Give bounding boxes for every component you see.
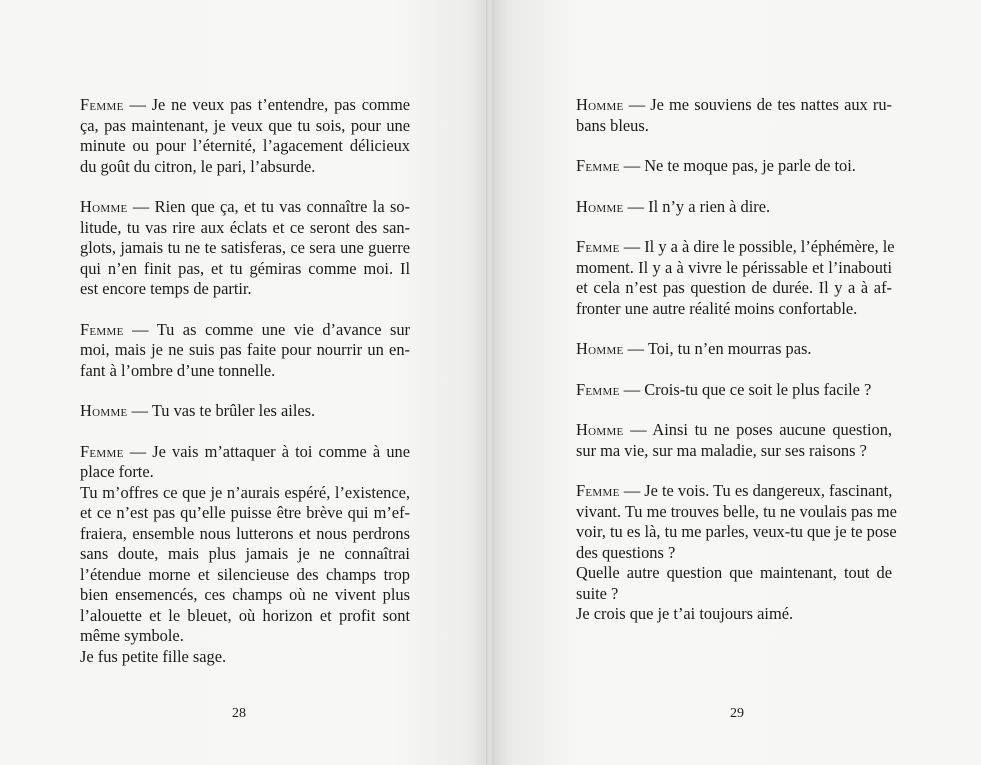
dialogue-block: [80, 320, 410, 382]
text-line: [80, 361, 410, 382]
text-line: [576, 156, 892, 177]
text-line: [576, 584, 892, 605]
line-text: — Je ne veux pas t’entendre, pas comme: [123, 95, 410, 114]
text-line: [80, 238, 410, 259]
line-text: et ce n’est pas qu’elle puisse être brève qui m’ef-: [80, 503, 410, 522]
text-line: [576, 563, 892, 584]
line-text: — Je vais m’attaquer à toi comme à une: [123, 441, 410, 461]
text-line: [80, 647, 410, 668]
line-text: bans bleus.: [576, 115, 649, 135]
text-line: [80, 401, 410, 422]
text-line: [80, 218, 410, 239]
dialogue-block: [80, 401, 410, 422]
dialogue-block: [576, 197, 892, 218]
speaker-name: Homme: [576, 95, 624, 114]
text-line: [576, 420, 892, 441]
line-text: — Crois-tu que ce soit le plus facile ?: [619, 379, 872, 399]
line-text: — Il y a à dire le possible, l’éphémère, le: [619, 237, 895, 256]
line-text: — Je me souviens de tes nattes aux ru-: [623, 95, 892, 114]
text-line: [576, 522, 897, 543]
text-line: [576, 197, 892, 218]
line-text: ça, pas maintenant, je veux que tu sois, pour une: [80, 115, 410, 135]
dialogue-block: [576, 339, 892, 360]
line-text: — Tu as comme une vie d’avance sur: [123, 319, 410, 339]
text-line: [576, 237, 895, 258]
dialogue-block: [576, 380, 892, 401]
dialogue-block: [576, 420, 892, 461]
dialogue-block: [576, 95, 892, 136]
text-line: [80, 157, 410, 178]
line-text: minute ou pour l’éternité, l’agacement délicieux: [80, 136, 410, 155]
text-line: [80, 503, 410, 524]
line-text: Tu m’offres ce que je n’aurais espéré, l’existence,: [80, 482, 410, 502]
text-line: [80, 136, 410, 157]
text-line: [80, 524, 410, 545]
speaker-name: Homme: [80, 401, 128, 420]
text-line: [576, 95, 892, 116]
book-gutter: [486, 0, 494, 765]
text-line: [80, 606, 410, 627]
line-text: fronter une autre réalité moins confortable.: [576, 298, 858, 318]
dialogue-block: [576, 481, 897, 625]
text-line: [80, 340, 410, 361]
dialogue-block: [576, 237, 895, 319]
line-text: — Rien que ça, et tu vas connaître la so-: [127, 197, 410, 216]
dialogue-block: [80, 95, 410, 177]
right-page: [490, 0, 981, 765]
line-text: du goût du citron, le pari, l’absurde.: [80, 156, 316, 176]
text-line: [576, 278, 892, 299]
line-text: Je crois que je t’ai toujours aimé.: [576, 604, 794, 623]
page-number-right: 29: [730, 706, 744, 721]
line-text: — Tu vas te brûler les ailes.: [127, 401, 316, 420]
speaker-name: Femme: [80, 319, 124, 339]
speaker-name: Femme: [576, 156, 620, 175]
text-line: [576, 543, 892, 564]
text-line: [576, 116, 892, 137]
left-page: [0, 0, 490, 765]
text-line: [80, 585, 410, 606]
page-number-left: 28: [232, 706, 246, 721]
line-text: qui n’en finit pas, et tu gémiras comme moi. Il: [80, 258, 410, 278]
line-text: moment. Il y a à vivre le périssable et l’inabouti: [576, 257, 892, 277]
line-text: et cela n’est pas question de durée. Il y a à af-: [576, 278, 892, 297]
dialogue-block: [80, 197, 410, 300]
text-line: [576, 481, 892, 502]
line-text: glots, jamais tu ne te satisferas, ce sera une guerre: [80, 238, 410, 257]
text-line: [80, 197, 410, 218]
dialogue-block: [80, 442, 410, 668]
text-line: [80, 544, 410, 565]
speaker-name: Femme: [80, 95, 124, 114]
text-line: [576, 501, 897, 523]
line-text: vivant. Tu me trouves belle, tu ne voulais pas me: [576, 501, 897, 521]
text-line: [80, 279, 410, 300]
text-line: [576, 380, 892, 401]
left-page-text: [80, 95, 410, 687]
text-line: [80, 116, 410, 137]
line-text: voir, tu es là, tu me parles, veux-tu que je te pose: [576, 522, 897, 541]
line-text: Je fus petite fille sage.: [80, 646, 227, 666]
text-line: [80, 626, 410, 647]
text-line: [80, 483, 410, 504]
line-text: des questions ?: [576, 542, 676, 562]
line-text: Quelle autre question que maintenant, tout de: [576, 563, 892, 582]
text-line: [576, 299, 892, 320]
line-text: — Ne te moque pas, je parle de toi.: [619, 156, 856, 175]
line-text: — Je te vois. Tu es dangereux, fascinant,: [619, 481, 893, 500]
text-line: [80, 259, 410, 280]
speaker-name: Femme: [576, 237, 620, 256]
text-line: [80, 565, 410, 586]
text-line: [576, 441, 892, 462]
line-text: suite ?: [576, 583, 619, 603]
speaker-name: Femme: [576, 379, 620, 399]
speaker-name: Homme: [576, 196, 624, 216]
line-text: place forte.: [80, 462, 154, 481]
line-text: moi, mais je ne suis pas faite pour nourrir un en-: [80, 340, 410, 359]
text-line: [576, 604, 892, 625]
line-text: litude, tu vas rire aux éclats et ce seront des san-: [80, 217, 410, 237]
line-text: — Toi, tu n’en mourras pas.: [623, 339, 812, 358]
speaker-name: Femme: [80, 441, 124, 461]
speaker-name: Homme: [80, 197, 128, 216]
right-page-text: [576, 95, 897, 645]
line-text: sans doute, mais plus jamais je ne connaîtrai: [80, 544, 410, 563]
line-text: — Ainsi tu ne poses aucune question,: [623, 420, 892, 439]
text-line: [80, 320, 410, 341]
line-text: fant à l’ombre d’une tonnelle.: [80, 360, 276, 380]
text-line: [80, 462, 410, 483]
speaker-name: Homme: [576, 420, 624, 439]
line-text: fraiera, ensemble nous lutterons et nous perdrons: [80, 523, 410, 543]
text-line: [80, 95, 410, 116]
dialogue-block: [576, 156, 892, 177]
line-text: — Il n’y a rien à dire.: [623, 196, 771, 216]
line-text: même symbole.: [80, 626, 184, 645]
text-line: [576, 339, 892, 360]
line-text: bien ensemencés, ces champs où ne vivent plus: [80, 585, 410, 604]
line-text: est encore temps de partir.: [80, 279, 252, 298]
speaker-name: Homme: [576, 339, 624, 358]
line-text: sur ma vie, sur ma maladie, sur ses raisons ?: [576, 440, 867, 460]
line-text: l’alouette et le bleuet, où horizon et profit sont: [80, 605, 410, 625]
text-line: [576, 258, 892, 279]
speaker-name: Femme: [576, 481, 620, 500]
line-text: l’étendue morne et silencieuse des champs trop: [80, 564, 410, 584]
text-line: [80, 442, 410, 463]
